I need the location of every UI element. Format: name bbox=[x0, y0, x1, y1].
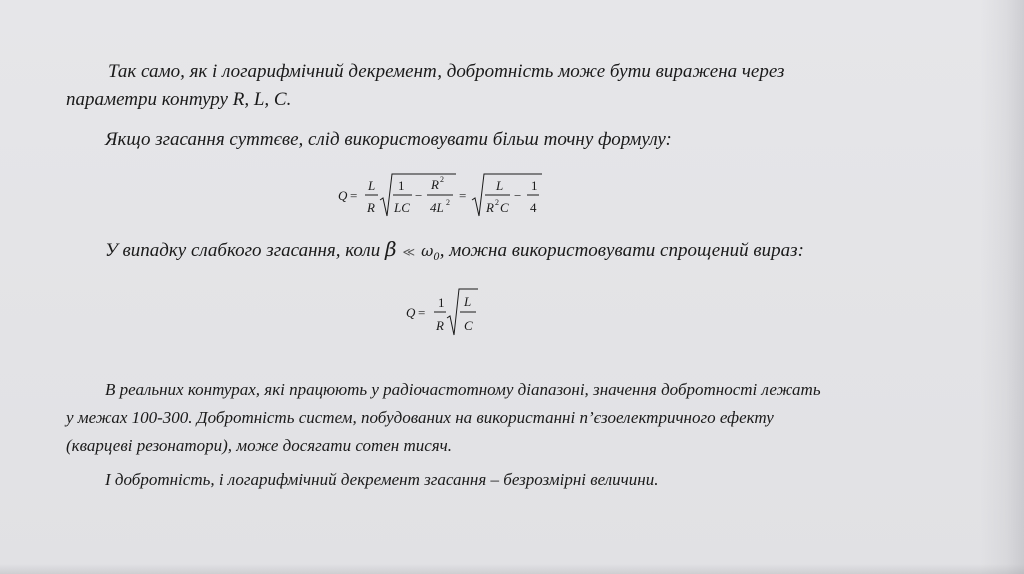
inner-denominator: LC bbox=[394, 200, 410, 215]
paragraph-3 bbox=[105, 236, 804, 271]
formula-equals: = bbox=[459, 188, 467, 203]
minus-sign: − bbox=[415, 188, 423, 203]
paragraph-1-line-1: Так само, як і логарифмічний декремент, добротність може бути виражена через bbox=[108, 61, 785, 82]
paragraph-4-line-3: (кварцеві резонатори), може досягати сотен тисяч. bbox=[66, 436, 453, 455]
inner-denominator: R bbox=[486, 200, 494, 215]
inner-denominator: C bbox=[464, 318, 473, 333]
inner-denominator: 4L bbox=[430, 200, 444, 215]
slide-edge-shadow bbox=[980, 0, 1024, 574]
omega-symbol bbox=[421, 242, 440, 263]
paragraph-3-text-end: , можна використовувати спрощений вираз: bbox=[439, 240, 804, 261]
minus-sign: − bbox=[514, 188, 522, 203]
paragraph-4-line-2: у межах 100-300. Добротність систем, побудованих на використанні п’єзоелектричного ефекту bbox=[66, 408, 774, 427]
paragraph-1-line-2: параметри контуру R, L, C. bbox=[66, 89, 292, 110]
exponent: 2 bbox=[440, 175, 444, 184]
omega-subscript: 0 bbox=[433, 252, 440, 263]
inner-denominator: 4 bbox=[530, 200, 537, 215]
fraction-denominator: R bbox=[367, 200, 375, 215]
much-less-relation: ≪ bbox=[402, 245, 416, 259]
fraction-numerator: 1 bbox=[438, 295, 445, 310]
exponent: 2 bbox=[446, 198, 450, 207]
paragraph-2: Якщо згасання суттєве, слід використовувати більш точну формулу: bbox=[105, 129, 672, 150]
formula-equals: = bbox=[418, 305, 426, 320]
formula-q-exact bbox=[330, 170, 560, 220]
paragraph-5: І добротність, і логарифмічний декремент згасання – безрозмірні величини. bbox=[105, 470, 659, 489]
exponent: 2 bbox=[495, 198, 499, 207]
inner-numerator: L bbox=[464, 294, 472, 309]
paragraph-3-text-start: У випадку слабкого згасання, коли bbox=[105, 240, 381, 261]
fraction-numerator: L bbox=[368, 178, 376, 193]
inner-numerator: L bbox=[496, 178, 504, 193]
slide-bottom-shadow bbox=[0, 564, 1024, 574]
inner-denominator: C bbox=[500, 200, 509, 215]
formula-q-symbol: Q bbox=[406, 305, 416, 320]
formula-q-symbol: Q bbox=[338, 188, 348, 203]
fraction-denominator: R bbox=[436, 318, 444, 333]
inner-numerator: 1 bbox=[398, 178, 405, 193]
formula-q-simplified bbox=[400, 285, 500, 341]
inner-numerator: 1 bbox=[531, 178, 538, 193]
paragraph-4-line-1: В реальних контурах, які працюють у радіочастотному діапазоні, значення добротності лежать bbox=[105, 380, 821, 399]
omega-letter: ω bbox=[421, 242, 434, 260]
formula-equals: = bbox=[350, 188, 358, 203]
beta-symbol: β bbox=[384, 237, 397, 261]
inner-numerator: R bbox=[431, 177, 439, 192]
